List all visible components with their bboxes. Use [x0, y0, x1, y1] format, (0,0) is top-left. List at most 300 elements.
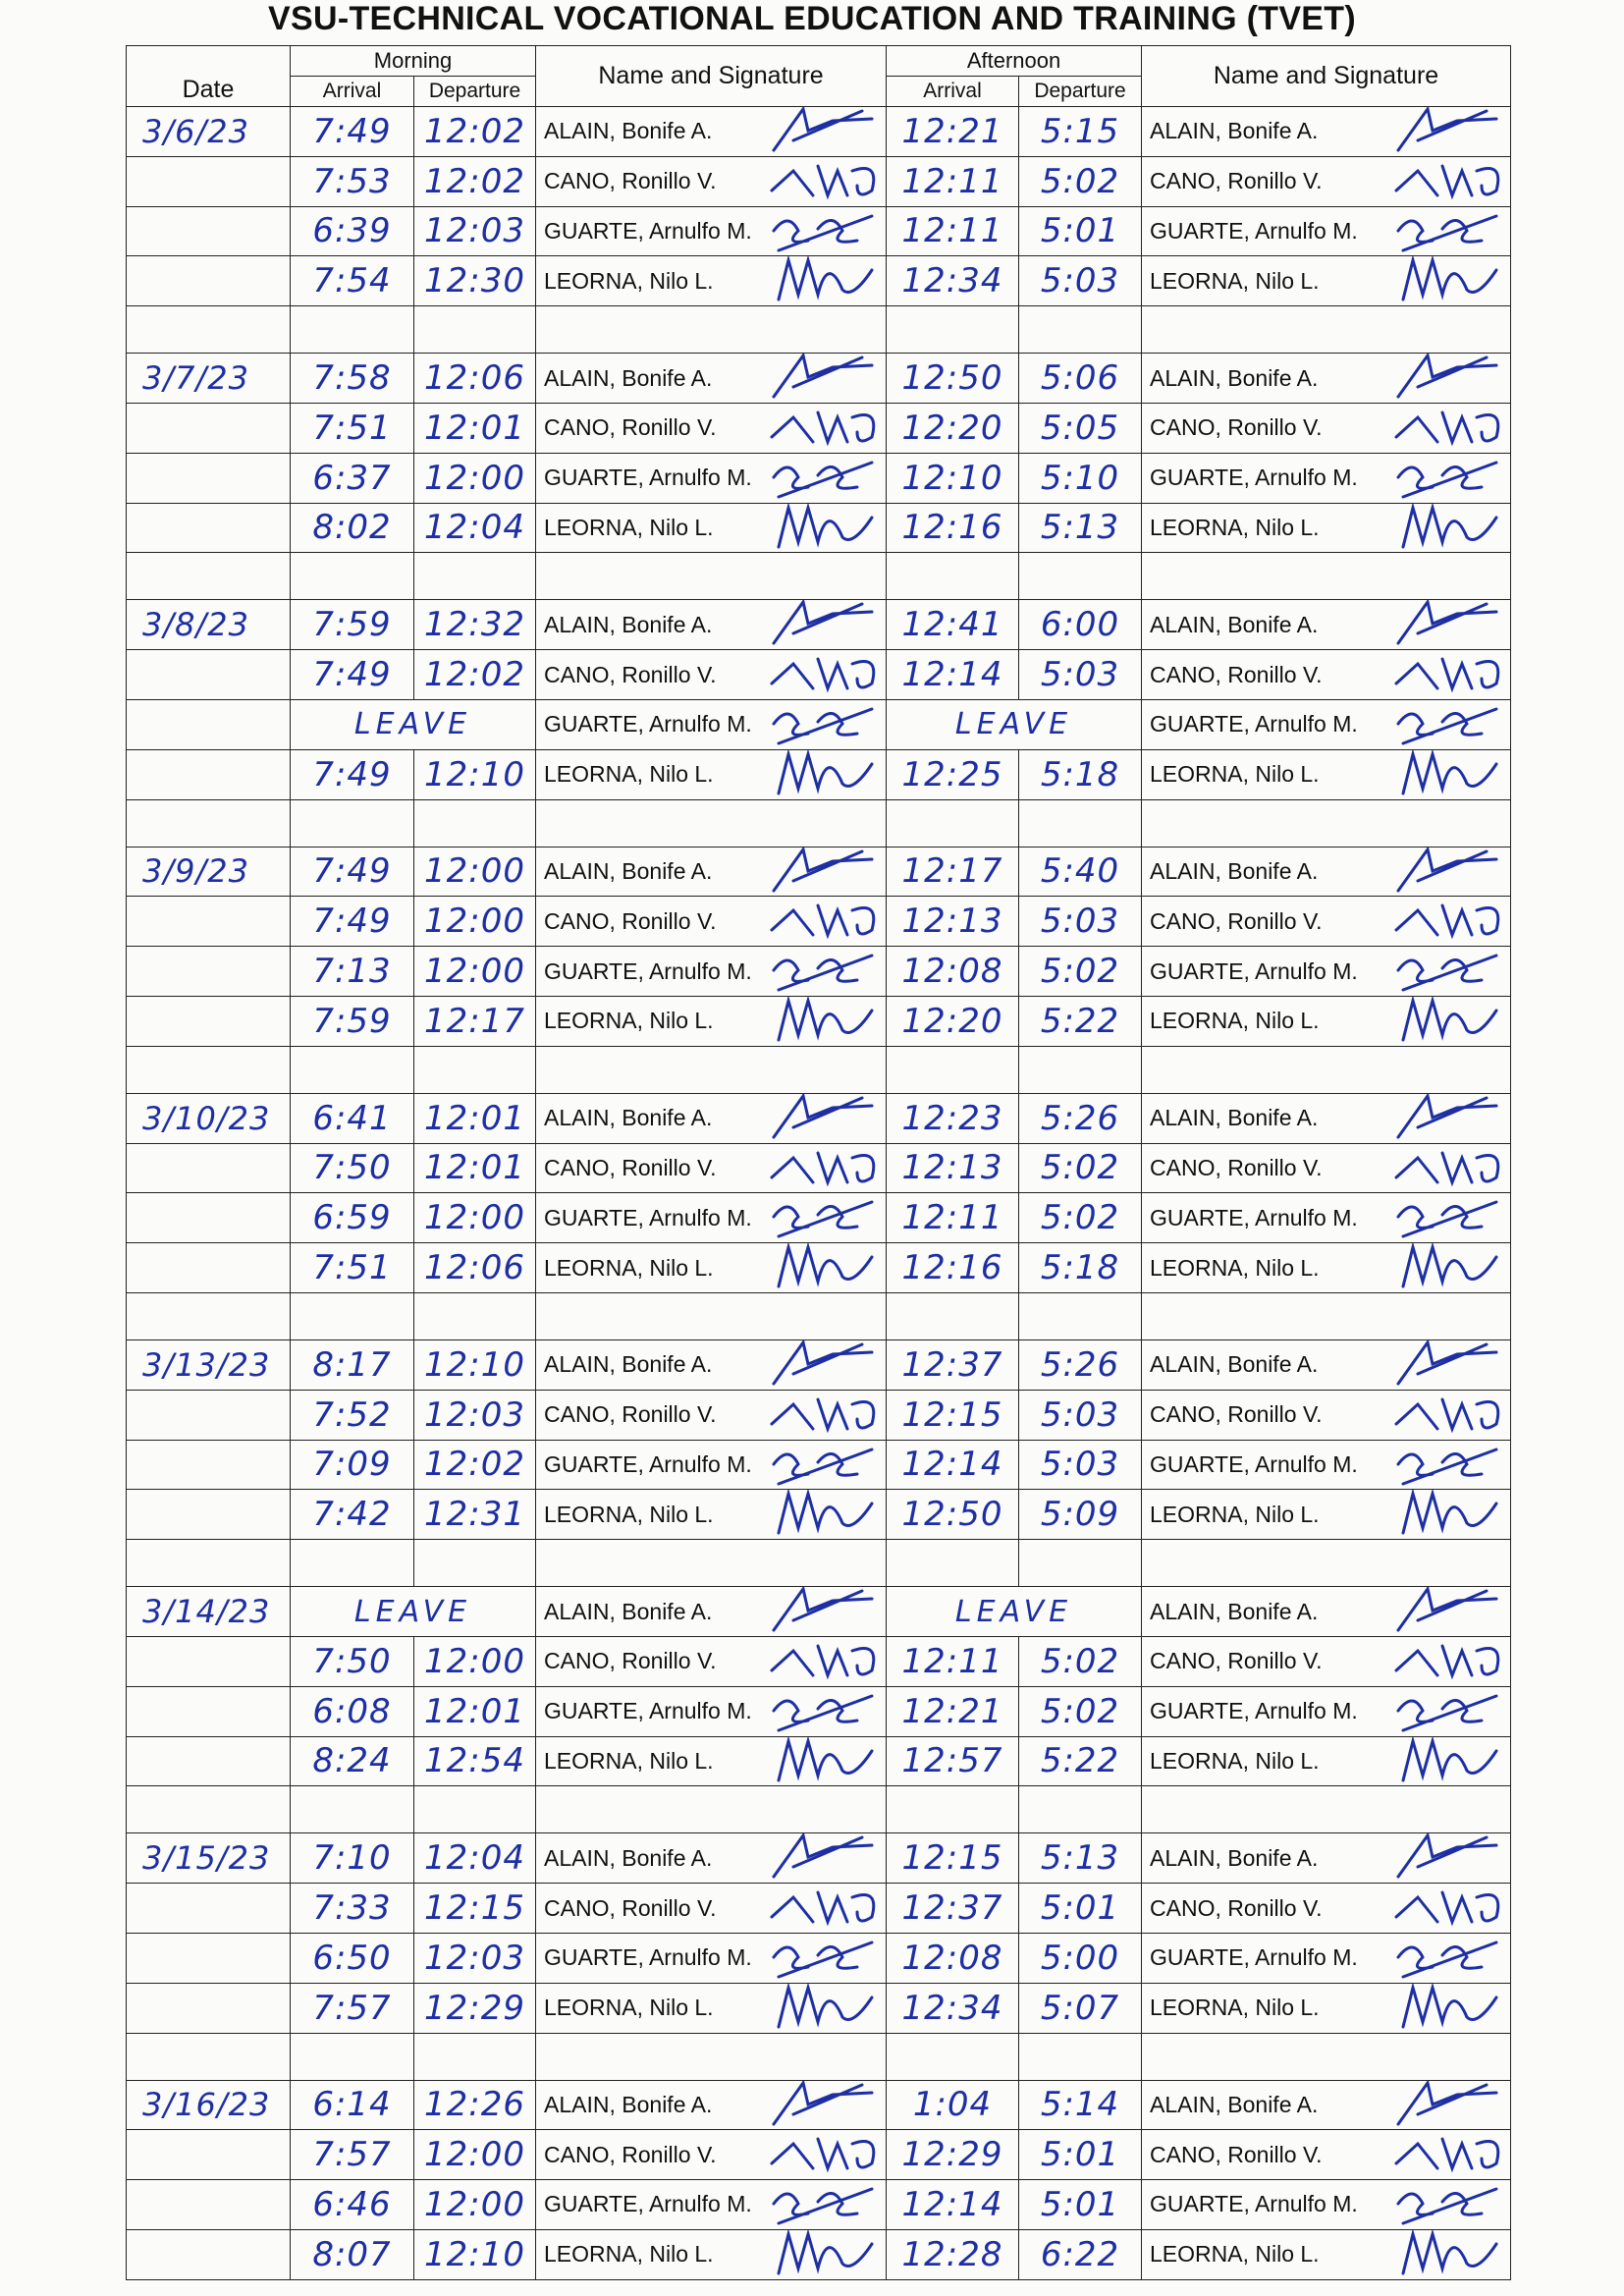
empty-cell	[291, 1046, 414, 1093]
attendance-row	[127, 1193, 1511, 1243]
employee-name: GUARTE, Arnulfo M.	[544, 1204, 752, 1230]
am-arrival-time: 6:37	[291, 453, 414, 503]
day-separator-row	[127, 1540, 1511, 1587]
employee-name: ALAIN, Bonife A.	[1150, 1351, 1319, 1378]
employee-name-am	[536, 600, 887, 650]
pm-departure-time: 5:01	[1019, 206, 1142, 256]
pm-departure-time: 5:14	[1019, 2080, 1142, 2130]
employee-name: ALAIN, Bonife A.	[1150, 611, 1319, 637]
date-cell-empty	[127, 453, 291, 503]
am-arrival-time: 7:51	[291, 1243, 414, 1293]
pm-departure-time: 5:26	[1019, 1339, 1142, 1390]
handwritten-signature	[764, 1243, 882, 1293]
employee-name: LEORNA, Nilo L.	[1150, 761, 1320, 788]
employee-name: CANO, Ronillo V.	[1150, 907, 1323, 934]
handwritten-signature	[1388, 1390, 1506, 1440]
employee-name: CANO, Ronillo V.	[1150, 1894, 1323, 1921]
pm-departure-time: 5:03	[1019, 650, 1142, 700]
empty-cell	[1142, 1540, 1511, 1587]
empty-cell	[291, 799, 414, 847]
employee-name-pm	[1142, 996, 1511, 1046]
empty-cell	[414, 1786, 536, 1833]
date-cell-empty	[127, 1933, 291, 1983]
employee-name: LEORNA, Nilo L.	[544, 1747, 714, 1774]
employee-name-pm	[1142, 503, 1511, 553]
employee-name: LEORNA, Nilo L.	[544, 1254, 714, 1281]
pm-departure-time: 5:22	[1019, 1736, 1142, 1786]
pm-arrival-time: 12:15	[887, 1833, 1019, 1884]
employee-name-am	[536, 1884, 887, 1934]
pm-departure-time: 6:00	[1019, 600, 1142, 650]
handwritten-signature	[1388, 947, 1506, 997]
am-departure-time: 12:29	[414, 1983, 536, 2033]
employee-name: LEORNA, Nilo L.	[1150, 1008, 1320, 1034]
handwritten-signature	[764, 650, 882, 700]
am-arrival-time: 7:49	[291, 749, 414, 799]
am-departure-time: 12:03	[414, 1390, 536, 1440]
pm-departure-time: 5:15	[1019, 107, 1142, 157]
am-departure-time: 12:06	[414, 1243, 536, 1293]
empty-cell	[887, 306, 1019, 354]
employee-name: LEORNA, Nilo L.	[544, 267, 714, 294]
employee-name-am	[536, 2130, 887, 2180]
pm-arrival-time: 12:10	[887, 453, 1019, 503]
handwritten-signature	[1388, 2180, 1506, 2230]
am-arrival-time: 8:07	[291, 2229, 414, 2279]
handwritten-signature	[1388, 1093, 1506, 1143]
am-arrival-time: 7:49	[291, 650, 414, 700]
attendance-row	[127, 1884, 1511, 1934]
empty-cell	[1019, 306, 1142, 354]
date-cell: 3/7/23	[127, 354, 291, 404]
pm-arrival-time: 12:34	[887, 1983, 1019, 2033]
empty-cell	[291, 1786, 414, 1833]
am-departure-time: 12:00	[414, 1193, 536, 1243]
handwritten-signature	[1388, 354, 1506, 404]
handwritten-signature	[1388, 2080, 1506, 2130]
handwritten-signature	[764, 1339, 882, 1390]
employee-name-pm	[1142, 1933, 1511, 1983]
date-cell-empty	[127, 256, 291, 306]
employee-name: ALAIN, Bonife A.	[1150, 1105, 1319, 1131]
employee-name-pm	[1142, 600, 1511, 650]
pm-departure-time: 5:02	[1019, 947, 1142, 997]
handwritten-signature	[1388, 2130, 1506, 2180]
am-departure-time: 12:06	[414, 354, 536, 404]
empty-cell	[1019, 1292, 1142, 1339]
am-departure-time: 12:32	[414, 600, 536, 650]
date-cell: 3/15/23	[127, 1833, 291, 1884]
pm-departure-time: 5:00	[1019, 1933, 1142, 1983]
pm-departure-time: 5:05	[1019, 403, 1142, 453]
employee-name-am	[536, 1636, 887, 1686]
am-departure-time: 12:00	[414, 847, 536, 897]
handwritten-signature	[1388, 107, 1506, 157]
employee-name: LEORNA, Nilo L.	[544, 1501, 714, 1527]
attendance-row	[127, 2180, 1511, 2230]
header-date: Date	[127, 46, 291, 107]
handwritten-signature	[764, 1686, 882, 1736]
pm-arrival-time: 12:21	[887, 107, 1019, 157]
empty-cell	[887, 1786, 1019, 1833]
employee-name: GUARTE, Arnulfo M.	[1150, 2191, 1358, 2217]
attendance-row	[127, 1390, 1511, 1440]
date-cell-empty	[127, 650, 291, 700]
employee-name: CANO, Ronillo V.	[1150, 414, 1323, 441]
pm-arrival-time: 12:50	[887, 1490, 1019, 1540]
attendance-row	[127, 107, 1511, 157]
handwritten-signature	[764, 699, 882, 749]
pm-departure-time: 5:02	[1019, 1193, 1142, 1243]
am-arrival-time: 6:08	[291, 1686, 414, 1736]
employee-name-pm	[1142, 1243, 1511, 1293]
pm-departure-time: 5:02	[1019, 1636, 1142, 1686]
pm-arrival-time: 12:08	[887, 947, 1019, 997]
empty-cell	[1019, 799, 1142, 847]
employee-name: GUARTE, Arnulfo M.	[1150, 1944, 1358, 1971]
pm-departure-time: 5:40	[1019, 847, 1142, 897]
employee-name: LEORNA, Nilo L.	[1150, 1254, 1320, 1281]
handwritten-signature	[764, 1143, 882, 1193]
date-cell-empty	[127, 996, 291, 1046]
pm-arrival-time: 12:23	[887, 1093, 1019, 1143]
handwritten-signature	[764, 996, 882, 1046]
header-pm-departure: Departure	[1019, 77, 1142, 107]
handwritten-signature	[764, 947, 882, 997]
empty-cell	[536, 1292, 887, 1339]
employee-name: LEORNA, Nilo L.	[1150, 2241, 1320, 2268]
handwritten-signature	[764, 156, 882, 206]
employee-name: LEORNA, Nilo L.	[1150, 514, 1320, 540]
employee-name: GUARTE, Arnulfo M.	[1150, 1698, 1358, 1724]
attendance-row	[127, 1490, 1511, 1540]
employee-name: GUARTE, Arnulfo M.	[544, 465, 752, 491]
pm-leave-cell: LEAVE	[887, 699, 1142, 749]
employee-name: GUARTE, Arnulfo M.	[1150, 711, 1358, 738]
empty-cell	[127, 306, 291, 354]
handwritten-signature	[1388, 403, 1506, 453]
pm-arrival-time: 12:14	[887, 650, 1019, 700]
handwritten-signature	[1388, 699, 1506, 749]
attendance-row	[127, 749, 1511, 799]
employee-name-am	[536, 1587, 887, 1637]
pm-arrival-time: 12:37	[887, 1339, 1019, 1390]
employee-name-am	[536, 699, 887, 749]
handwritten-signature	[764, 2130, 882, 2180]
am-arrival-time: 8:17	[291, 1339, 414, 1390]
empty-cell	[414, 799, 536, 847]
am-arrival-time: 6:14	[291, 2080, 414, 2130]
pm-departure-time: 5:13	[1019, 503, 1142, 553]
employee-name-am	[536, 1736, 887, 1786]
empty-cell	[414, 1292, 536, 1339]
employee-name-am	[536, 897, 887, 947]
date-cell-empty	[127, 403, 291, 453]
pm-arrival-time: 12:37	[887, 1884, 1019, 1934]
employee-name: LEORNA, Nilo L.	[544, 2241, 714, 2268]
pm-arrival-time: 12:29	[887, 2130, 1019, 2180]
handwritten-signature	[1388, 749, 1506, 799]
date-cell-empty	[127, 947, 291, 997]
employee-name-am	[536, 1339, 887, 1390]
handwritten-signature	[1388, 453, 1506, 503]
attendance-row	[127, 156, 1511, 206]
handwritten-signature	[1388, 2229, 1506, 2279]
pm-departure-time: 5:06	[1019, 354, 1142, 404]
pm-arrival-time: 12:57	[887, 1736, 1019, 1786]
pm-departure-time: 5:07	[1019, 1983, 1142, 2033]
employee-name: ALAIN, Bonife A.	[544, 1105, 713, 1131]
empty-cell	[1019, 553, 1142, 600]
employee-name-am	[536, 2080, 887, 2130]
employee-name: LEORNA, Nilo L.	[1150, 1501, 1320, 1527]
am-arrival-time: 8:02	[291, 503, 414, 553]
attendance-row	[127, 996, 1511, 1046]
employee-name: LEORNA, Nilo L.	[1150, 267, 1320, 294]
date-cell-empty	[127, 1884, 291, 1934]
employee-name-pm	[1142, 206, 1511, 256]
handwritten-signature	[764, 1983, 882, 2033]
employee-name-am	[536, 453, 887, 503]
handwritten-signature	[1388, 847, 1506, 897]
employee-name-am	[536, 354, 887, 404]
empty-cell	[291, 553, 414, 600]
employee-name: LEORNA, Nilo L.	[1150, 1995, 1320, 2021]
am-departure-time: 12:00	[414, 897, 536, 947]
attendance-row	[127, 1440, 1511, 1490]
date-cell-empty	[127, 1983, 291, 2033]
employee-name-am	[536, 1686, 887, 1736]
pm-arrival-time: 12:50	[887, 354, 1019, 404]
handwritten-signature	[1388, 206, 1506, 256]
handwritten-signature	[1388, 1636, 1506, 1686]
am-departure-time: 12:54	[414, 1736, 536, 1786]
am-departure-time: 12:02	[414, 156, 536, 206]
attendance-row	[127, 1983, 1511, 2033]
employee-name: CANO, Ronillo V.	[544, 414, 717, 441]
pm-arrival-time: 12:11	[887, 1636, 1019, 1686]
handwritten-signature	[1388, 1143, 1506, 1193]
header-am-arrival: Arrival	[291, 77, 414, 107]
am-departure-time: 12:01	[414, 403, 536, 453]
employee-name: LEORNA, Nilo L.	[544, 1995, 714, 2021]
header-morning: Morning	[291, 46, 536, 77]
am-arrival-time: 7:10	[291, 1833, 414, 1884]
handwritten-signature	[764, 107, 882, 157]
am-arrival-time: 7:52	[291, 1390, 414, 1440]
employee-name: CANO, Ronillo V.	[544, 2141, 717, 2167]
empty-cell	[1019, 1046, 1142, 1093]
employee-name-pm	[1142, 1884, 1511, 1934]
pm-departure-time: 5:03	[1019, 1440, 1142, 1490]
employee-name-am	[536, 1390, 887, 1440]
empty-cell	[127, 1786, 291, 1833]
attendance-row	[127, 403, 1511, 453]
am-arrival-time: 6:41	[291, 1093, 414, 1143]
handwritten-signature	[764, 1490, 882, 1540]
employee-name-pm	[1142, 2130, 1511, 2180]
empty-cell	[414, 1540, 536, 1587]
attendance-row	[127, 1736, 1511, 1786]
date-cell-empty	[127, 2180, 291, 2230]
employee-name-am	[536, 1440, 887, 1490]
handwritten-signature	[764, 1636, 882, 1686]
pm-arrival-time: 12:16	[887, 503, 1019, 553]
empty-cell	[414, 1046, 536, 1093]
am-departure-time: 12:02	[414, 650, 536, 700]
handwritten-signature	[764, 2080, 882, 2130]
sheet-title: VSU-TECHNICAL VOCATIONAL EDUCATION AND TRAINING (TVET)	[268, 0, 1356, 37]
employee-name: CANO, Ronillo V.	[544, 1401, 717, 1428]
employee-name-am	[536, 650, 887, 700]
pm-departure-time: 5:03	[1019, 897, 1142, 947]
header-name-signature-am: Name and Signature	[536, 46, 887, 107]
pm-departure-time: 5:18	[1019, 1243, 1142, 1293]
employee-name-pm	[1142, 156, 1511, 206]
day-separator-row	[127, 799, 1511, 847]
am-departure-time: 12:10	[414, 2229, 536, 2279]
pm-departure-time: 5:03	[1019, 256, 1142, 306]
pm-departure-time: 5:26	[1019, 1093, 1142, 1143]
employee-name: GUARTE, Arnulfo M.	[1150, 217, 1358, 244]
employee-name-am	[536, 2229, 887, 2279]
empty-cell	[127, 1540, 291, 1587]
employee-name: CANO, Ronillo V.	[1150, 2141, 1323, 2167]
am-arrival-time: 7:33	[291, 1884, 414, 1934]
empty-cell	[887, 2033, 1019, 2080]
empty-cell	[1019, 2033, 1142, 2080]
employee-name: ALAIN, Bonife A.	[544, 2091, 713, 2117]
employee-name-pm	[1142, 1390, 1511, 1440]
empty-cell	[536, 1786, 887, 1833]
pm-departure-time: 5:18	[1019, 749, 1142, 799]
attendance-row	[127, 1143, 1511, 1193]
handwritten-signature	[1388, 1243, 1506, 1293]
attendance-row	[127, 256, 1511, 306]
employee-name: ALAIN, Bonife A.	[1150, 2091, 1319, 2117]
am-leave-cell: LEAVE	[291, 699, 536, 749]
employee-name-am	[536, 749, 887, 799]
employee-name: ALAIN, Bonife A.	[544, 611, 713, 637]
date-cell-empty	[127, 1440, 291, 1490]
pm-arrival-time: 12:21	[887, 1686, 1019, 1736]
empty-cell	[1019, 1540, 1142, 1587]
date-cell-empty	[127, 1686, 291, 1736]
employee-name: GUARTE, Arnulfo M.	[544, 2191, 752, 2217]
employee-name: GUARTE, Arnulfo M.	[544, 217, 752, 244]
employee-name-am	[536, 947, 887, 997]
empty-cell	[291, 1292, 414, 1339]
pm-departure-time: 5:09	[1019, 1490, 1142, 1540]
employee-name: GUARTE, Arnulfo M.	[544, 1450, 752, 1477]
am-departure-time: 12:01	[414, 1686, 536, 1736]
employee-name-pm	[1142, 1983, 1511, 2033]
employee-name: GUARTE, Arnulfo M.	[544, 1944, 752, 1971]
employee-name: ALAIN, Bonife A.	[544, 857, 713, 884]
handwritten-signature	[764, 453, 882, 503]
empty-cell	[127, 799, 291, 847]
header-pm-arrival: Arrival	[887, 77, 1019, 107]
pm-arrival-time: 12:41	[887, 600, 1019, 650]
handwritten-signature	[764, 847, 882, 897]
attendance-row	[127, 2229, 1511, 2279]
date-cell: 3/16/23	[127, 2080, 291, 2130]
date-cell: 3/10/23	[127, 1093, 291, 1143]
am-arrival-time: 7:54	[291, 256, 414, 306]
date-cell-empty	[127, 749, 291, 799]
handwritten-signature	[1388, 1193, 1506, 1243]
am-departure-time: 12:03	[414, 206, 536, 256]
pm-arrival-time: 12:17	[887, 847, 1019, 897]
attendance-row	[127, 2080, 1511, 2130]
empty-cell	[536, 2033, 887, 2080]
pm-departure-time: 5:01	[1019, 2180, 1142, 2230]
am-departure-time: 12:03	[414, 1933, 536, 1983]
employee-name-pm	[1142, 1736, 1511, 1786]
date-cell-empty	[127, 699, 291, 749]
employee-name: CANO, Ronillo V.	[1150, 1648, 1323, 1674]
employee-name-am	[536, 847, 887, 897]
am-departure-time: 12:31	[414, 1490, 536, 1540]
attendance-row	[127, 354, 1511, 404]
am-departure-time: 12:04	[414, 503, 536, 553]
pm-departure-time: 5:10	[1019, 453, 1142, 503]
employee-name-am	[536, 1933, 887, 1983]
attendance-row	[127, 2130, 1511, 2180]
attendance-row	[127, 453, 1511, 503]
am-arrival-time: 6:59	[291, 1193, 414, 1243]
employee-name: ALAIN, Bonife A.	[544, 1844, 713, 1871]
employee-name-pm	[1142, 256, 1511, 306]
employee-name-am	[536, 206, 887, 256]
employee-name-pm	[1142, 897, 1511, 947]
pm-departure-time: 5:13	[1019, 1833, 1142, 1884]
pm-arrival-time: 12:16	[887, 1243, 1019, 1293]
employee-name-pm	[1142, 1636, 1511, 1686]
empty-cell	[887, 799, 1019, 847]
header-name-signature-pm: Name and Signature	[1142, 46, 1511, 107]
empty-cell	[127, 2033, 291, 2080]
employee-name-pm	[1142, 1093, 1511, 1143]
pm-arrival-time: 12:15	[887, 1390, 1019, 1440]
am-departure-time: 12:10	[414, 1339, 536, 1390]
employee-name: GUARTE, Arnulfo M.	[1150, 465, 1358, 491]
day-separator-row	[127, 1786, 1511, 1833]
pm-departure-time: 5:02	[1019, 1143, 1142, 1193]
pm-departure-time: 5:02	[1019, 156, 1142, 206]
empty-cell	[1142, 799, 1511, 847]
empty-cell	[887, 553, 1019, 600]
pm-arrival-time: 12:14	[887, 1440, 1019, 1490]
employee-name-am	[536, 1193, 887, 1243]
handwritten-signature	[764, 1736, 882, 1786]
employee-name: CANO, Ronillo V.	[544, 1894, 717, 1921]
handwritten-signature	[764, 749, 882, 799]
empty-cell	[536, 1540, 887, 1587]
employee-name-pm	[1142, 403, 1511, 453]
employee-name: ALAIN, Bonife A.	[1150, 118, 1319, 144]
pm-arrival-time: 12:13	[887, 1143, 1019, 1193]
handwritten-signature	[764, 1093, 882, 1143]
am-arrival-time: 7:58	[291, 354, 414, 404]
pm-departure-time: 5:03	[1019, 1390, 1142, 1440]
date-cell-empty	[127, 897, 291, 947]
handwritten-signature	[764, 2229, 882, 2279]
employee-name-pm	[1142, 2180, 1511, 2230]
employee-name: ALAIN, Bonife A.	[544, 118, 713, 144]
attendance-row	[127, 1636, 1511, 1686]
am-arrival-time: 7:50	[291, 1143, 414, 1193]
